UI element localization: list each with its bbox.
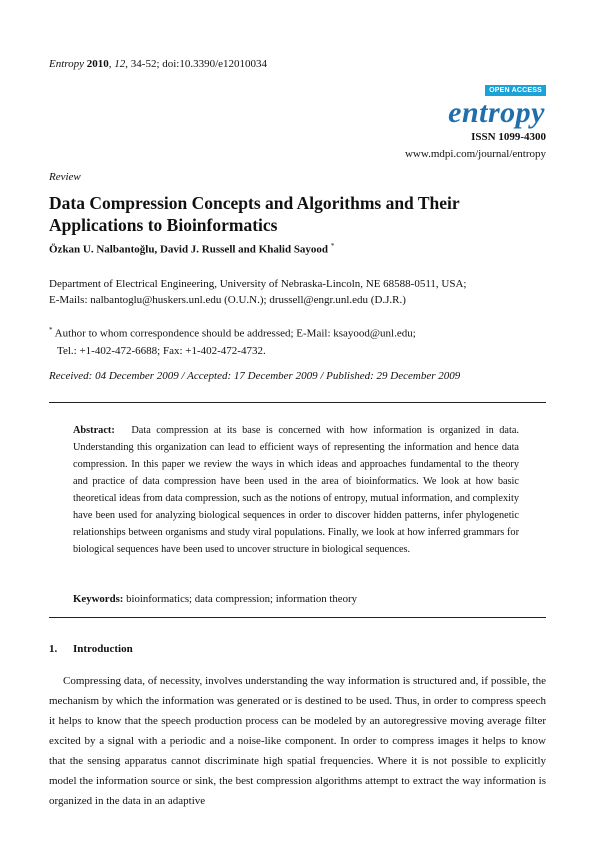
issn: ISSN 1099-4300 <box>471 131 546 143</box>
affiliation-line-1: Department of Electrical Engineering, University of Nebraska-Lincoln, NE 68588-0511, USA; <box>49 278 467 290</box>
correspondence <box>49 322 549 360</box>
abstract-label: Abstract: <box>73 425 115 436</box>
corr-line-1: Author to whom correspondence should be addressed; E-Mail: ksayood@unl.edu; <box>54 327 416 340</box>
affiliation-emails: E-Mails: nalbantoglu@huskers.unl.edu (O.U.N.); drussell@engr.unl.edu (D.J.R.) <box>49 294 406 306</box>
section-body: Compressing data, of necessity, involves understanding the way information is structured and, if possible, the mechanism by which the information was generated or is destined to be used. Thus, in order to compress speech it helps to know that the speech production process can be modeled by an autoregressive moving average filter excited by a signal with a periodic and a noise-like component. In order to compress images it helps to know that the sensing apparatus cannot discriminate high spatial frequencies. Where it is not possible to explicitly model the information source or sink, the best compression algorithms attempt to extract the way information is organized in the data in an adaptive <box>49 675 546 807</box>
article-type: Review <box>49 171 81 183</box>
affiliation <box>49 276 549 308</box>
divider-bottom <box>49 617 546 618</box>
corr-mark: * <box>49 326 53 334</box>
abstract <box>73 422 519 558</box>
section-heading <box>49 643 133 655</box>
journal-url[interactable]: www.mdpi.com/journal/entropy <box>404 148 546 160</box>
abstract-text: Data compression at its base is concerned with how information is organized in data. Understanding this organization can lead to efficient ways of representing the information and hence data compression. In this paper we review the ways in which ideas and approaches fundamental to the theory and practice of data compression have been used in the area of bioinformatics. We look at how basic theoretical ideas from data compression, such as the notions of entropy, mutual information, and complexity have been used for analyzing biological sequences in order to discover hidden patterns, infer phylogenetic relationships between organisms and study viral populations. Finally, we look at how inferred grammars for biological sequences have been used to uncover structure in biological sequences. <box>73 425 519 555</box>
journal-logo: entropy <box>448 96 545 129</box>
keywords <box>73 593 357 605</box>
year: 2010 <box>86 58 109 70</box>
pages-doi: , 34-52; doi:10.3390/e12010034 <box>125 58 268 70</box>
open-access-badge: OPEN ACCESS <box>485 85 546 96</box>
divider-top <box>49 402 546 403</box>
author-names: Özkan U. Nalbantoğlu, David J. Russell and Khalid Sayood <box>49 243 329 256</box>
corr-line-2: Tel.: +1-402-472-6688; Fax: +1-402-472-4732. <box>57 344 266 357</box>
corresponding-mark: * <box>330 242 335 250</box>
section-number: 1. <box>49 643 58 655</box>
section-title: Introduction <box>73 643 133 655</box>
citation-line: Entropy 2010, 12, 34-52; doi:10.3390/e12010034 <box>49 58 268 70</box>
keywords-label: Keywords: <box>73 593 124 605</box>
publication-dates: Received: 04 December 2009 / Accepted: 17 December 2009 / Published: 29 December 2009 <box>49 370 461 382</box>
keywords-text: bioinformatics; data compression; information theory <box>126 593 357 605</box>
journal-name: Entropy <box>49 58 85 70</box>
authors <box>49 242 334 256</box>
paper-title: Data Compression Concepts and Algorithms and Their Applications to Bioinformatics <box>49 193 460 235</box>
volume: 12 <box>114 58 126 70</box>
